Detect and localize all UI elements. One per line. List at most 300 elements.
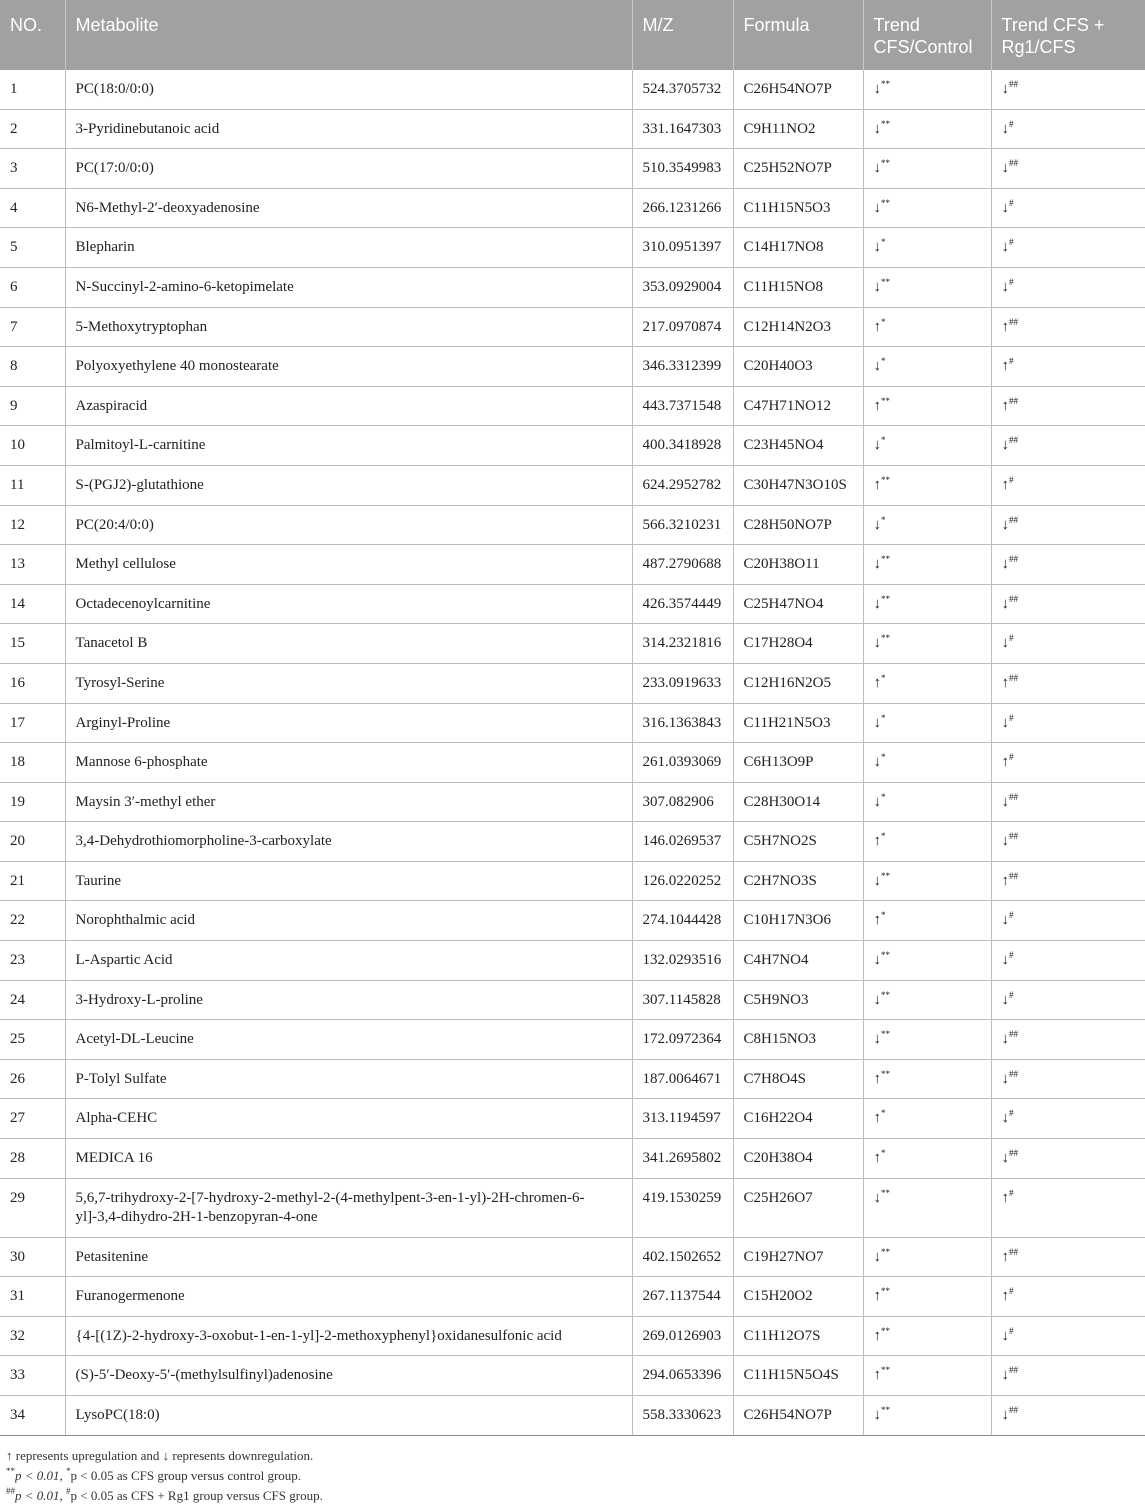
cell-mz: 217.0970874 [632, 307, 733, 347]
table-body [0, 70, 1145, 1435]
cell-metabolite: Tyrosyl-Serine [65, 663, 632, 703]
cell-trend-rg1-cfs [991, 1139, 1145, 1179]
footnotes [0, 1436, 1145, 1506]
significance-mark: ## [1009, 435, 1018, 446]
significance-mark: ## [1009, 1365, 1018, 1376]
table-row [0, 822, 1145, 862]
significance-mark: ** [881, 1187, 890, 1198]
cell-formula: C11H12O7S [733, 1316, 863, 1356]
significance-mark: ** [881, 1068, 890, 1079]
significance-mark: ** [881, 554, 890, 565]
trend-arrow: ↑ [1001, 318, 1009, 335]
significance-mark: ** [881, 950, 890, 961]
trend-arrow: ↓ [873, 952, 881, 969]
table-row [0, 109, 1145, 149]
trend-arrow: ↓ [873, 120, 881, 137]
cell-trend-cfs-control [863, 782, 991, 822]
trend-arrow: ↓ [873, 635, 881, 652]
cell-mz: 316.1363843 [632, 703, 733, 743]
cell-formula: C11H15N5O3 [733, 188, 863, 228]
cell-no: 6 [0, 267, 65, 307]
cell-metabolite: S-(PGJ2)-glutathione [65, 465, 632, 505]
cell-formula: C8H15NO3 [733, 1020, 863, 1060]
cell-formula: C26H54NO7P [733, 1396, 863, 1436]
trend-arrow: ↓ [1001, 278, 1009, 295]
table-row [0, 861, 1145, 901]
significance-mark: ** [881, 989, 890, 1000]
cell-no: 21 [0, 861, 65, 901]
cell-mz: 402.1502652 [632, 1237, 733, 1277]
cell-formula: C19H27NO7 [733, 1237, 863, 1277]
significance-mark: ** [881, 395, 890, 406]
cell-trend-cfs-control [863, 980, 991, 1020]
significance-mark: # [1009, 1108, 1014, 1119]
footnote-text: p < 0.05 as CFS + Rg1 group versus CFS group. [70, 1487, 323, 1503]
trend-arrow: ↓ [873, 278, 881, 295]
cell-trend-cfs-control [863, 1178, 991, 1237]
trend-arrow: ↓ [1001, 120, 1009, 137]
significance-mark: ** [881, 1286, 890, 1297]
table-row [0, 901, 1145, 941]
cell-mz: 146.0269537 [632, 822, 733, 862]
cell-trend-cfs-control [863, 663, 991, 703]
cell-metabolite: 5,6,7-trihydroxy-2-[7-hydroxy-2-methyl-2-(4-methylpent-3-en-1-yl)-2H-chromen-6-yl]-3,4-dihydro-2H-1-benzopyran-4-one [65, 1178, 632, 1237]
table-row [0, 624, 1145, 664]
cell-trend-rg1-cfs [991, 1396, 1145, 1436]
cell-mz: 126.0220252 [632, 861, 733, 901]
trend-arrow: ↓ [1001, 714, 1009, 731]
significance-mark: ## [1009, 791, 1018, 802]
cell-trend-cfs-control [863, 386, 991, 426]
significance-mark: ** [881, 1325, 890, 1336]
cell-no: 34 [0, 1396, 65, 1436]
cell-metabolite: MEDICA 16 [65, 1139, 632, 1179]
cell-formula: C10H17N3O6 [733, 901, 863, 941]
cell-no: 27 [0, 1099, 65, 1139]
trend-arrow: ↓ [1001, 1070, 1009, 1087]
trend-arrow: ↓ [1001, 556, 1009, 573]
header-trend-rg1-cfs: Trend CFS + Rg1/CFS [991, 0, 1145, 70]
table-row [0, 188, 1145, 228]
cell-metabolite: N-Succinyl-2-amino-6-ketopimelate [65, 267, 632, 307]
cell-mz: 400.3418928 [632, 426, 733, 466]
significance-mark: * [881, 712, 886, 723]
trend-arrow: ↓ [1001, 160, 1009, 177]
cell-mz: 443.7371548 [632, 386, 733, 426]
cell-trend-rg1-cfs [991, 386, 1145, 426]
significance-mark: ** [881, 1029, 890, 1040]
cell-mz: 487.2790688 [632, 545, 733, 585]
significance-mark: ## [1009, 831, 1018, 842]
cell-trend-rg1-cfs [991, 703, 1145, 743]
trend-arrow: ↓ [1001, 1407, 1009, 1423]
table-row [0, 1277, 1145, 1317]
cell-trend-rg1-cfs [991, 1059, 1145, 1099]
cell-no: 20 [0, 822, 65, 862]
cell-mz: 558.3330623 [632, 1396, 733, 1436]
cell-no: 11 [0, 465, 65, 505]
cell-trend-rg1-cfs [991, 941, 1145, 981]
cell-formula: C30H47N3O10S [733, 465, 863, 505]
cell-mz: 353.0929004 [632, 267, 733, 307]
table-row [0, 663, 1145, 703]
cell-trend-rg1-cfs [991, 505, 1145, 545]
cell-metabolite: Mannose 6-phosphate [65, 743, 632, 783]
table-row [0, 1316, 1145, 1356]
trend-arrow: ↓ [873, 239, 881, 256]
cell-trend-rg1-cfs [991, 663, 1145, 703]
table-row [0, 386, 1145, 426]
cell-formula: C4H7NO4 [733, 941, 863, 981]
cell-formula: C14H17NO8 [733, 228, 863, 268]
table-row [0, 545, 1145, 585]
trend-arrow: ↑ [1001, 476, 1009, 493]
significance-mark: # [1009, 989, 1014, 1000]
cell-trend-cfs-control [863, 743, 991, 783]
cell-trend-rg1-cfs [991, 624, 1145, 664]
cell-trend-rg1-cfs [991, 149, 1145, 189]
cell-mz: 132.0293516 [632, 941, 733, 981]
cell-formula: C23H45NO4 [733, 426, 863, 466]
cell-trend-cfs-control [863, 1277, 991, 1317]
cell-mz: 269.0126903 [632, 1316, 733, 1356]
significance-mark: ** [881, 870, 890, 881]
significance-mark: ** [881, 593, 890, 604]
footnote-sup: * [66, 1465, 71, 1476]
header-no: NO. [0, 0, 65, 70]
cell-no: 13 [0, 545, 65, 585]
significance-mark: ** [881, 79, 890, 89]
significance-mark: * [881, 831, 886, 842]
significance-mark: ## [1009, 1405, 1018, 1415]
cell-mz: 294.0653396 [632, 1356, 733, 1396]
significance-mark: ## [1009, 79, 1018, 89]
table-row [0, 307, 1145, 347]
significance-mark: ** [881, 276, 890, 287]
significance-mark: ** [881, 118, 890, 129]
significance-mark: # [1009, 752, 1014, 763]
significance-mark: # [1009, 1325, 1014, 1336]
cell-metabolite: Maysin 3′-methyl ether [65, 782, 632, 822]
trend-arrow: ↑ [1001, 1288, 1009, 1305]
header-trend-cfs-control: Trend CFS/Control [863, 0, 991, 70]
cell-mz: 233.0919633 [632, 663, 733, 703]
cell-metabolite: Methyl cellulose [65, 545, 632, 585]
significance-mark: * [881, 514, 886, 525]
cell-metabolite: 5-Methoxytryptophan [65, 307, 632, 347]
cell-trend-rg1-cfs [991, 426, 1145, 466]
cell-trend-cfs-control [863, 465, 991, 505]
cell-no: 9 [0, 386, 65, 426]
cell-no: 12 [0, 505, 65, 545]
cell-formula: C47H71NO12 [733, 386, 863, 426]
table-row [0, 1178, 1145, 1237]
cell-metabolite: PC(17:0/0:0) [65, 149, 632, 189]
cell-metabolite: LysoPC(18:0) [65, 1396, 632, 1436]
cell-trend-rg1-cfs [991, 980, 1145, 1020]
trend-arrow: ↓ [1001, 199, 1009, 216]
significance-mark: * [881, 435, 886, 446]
cell-mz: 266.1231266 [632, 188, 733, 228]
cell-trend-rg1-cfs [991, 188, 1145, 228]
significance-mark: ## [1009, 870, 1018, 881]
trend-arrow: ↑ [873, 397, 881, 414]
cell-metabolite: Octadecenoylcarnitine [65, 584, 632, 624]
cell-no: 17 [0, 703, 65, 743]
trend-arrow: ↓ [1001, 991, 1009, 1008]
cell-formula: C20H38O11 [733, 545, 863, 585]
footnote-text: p < 0.01, [15, 1487, 67, 1503]
significance-mark: * [881, 1108, 886, 1119]
table-row [0, 1099, 1145, 1139]
trend-arrow: ↑ [873, 476, 881, 493]
table-row [0, 1059, 1145, 1099]
trend-arrow: ↓ [1001, 81, 1009, 97]
footnote-legend [6, 1446, 1139, 1466]
cell-trend-cfs-control [863, 426, 991, 466]
table-row [0, 267, 1145, 307]
trend-arrow: ↓ [873, 1031, 881, 1048]
cell-formula: C25H52NO7P [733, 149, 863, 189]
significance-mark: ** [881, 1365, 890, 1376]
cell-formula: C20H40O3 [733, 347, 863, 387]
cell-mz: 346.3312399 [632, 347, 733, 387]
trend-arrow: ↓ [873, 1407, 881, 1423]
trend-arrow: ↓ [1001, 437, 1009, 454]
cell-metabolite: P-Tolyl Sulfate [65, 1059, 632, 1099]
trend-arrow: ↓ [873, 81, 881, 97]
cell-mz: 307.082906 [632, 782, 733, 822]
cell-metabolite: (S)-5′-Deoxy-5′-(methylsulfinyl)adenosine [65, 1356, 632, 1396]
table-row [0, 941, 1145, 981]
trend-arrow: ↓ [1001, 833, 1009, 850]
table-row [0, 426, 1145, 466]
cell-no: 24 [0, 980, 65, 1020]
trend-arrow: ↓ [1001, 516, 1009, 533]
trend-arrow: ↑ [873, 912, 881, 929]
trend-arrow: ↓ [873, 991, 881, 1008]
cell-trend-rg1-cfs [991, 1178, 1145, 1237]
trend-arrow: ↓ [1001, 793, 1009, 810]
trend-arrow: ↑ [1001, 754, 1009, 771]
trend-arrow: ↑ [873, 1110, 881, 1127]
trend-arrow: ↓ [873, 199, 881, 216]
cell-mz: 274.1044428 [632, 901, 733, 941]
cell-trend-rg1-cfs [991, 307, 1145, 347]
significance-mark: ## [1009, 554, 1018, 565]
trend-arrow: ↓ [873, 556, 881, 573]
significance-mark: # [1009, 474, 1014, 485]
cell-trend-rg1-cfs [991, 267, 1145, 307]
table-row [0, 1396, 1145, 1436]
significance-mark: ** [881, 1246, 890, 1257]
trend-arrow: ↑ [873, 1150, 881, 1167]
cell-formula: C5H7NO2S [733, 822, 863, 862]
cell-mz: 510.3549983 [632, 149, 733, 189]
table-row [0, 347, 1145, 387]
cell-metabolite: 3-Hydroxy-L-proline [65, 980, 632, 1020]
cell-no: 2 [0, 109, 65, 149]
footnote-text: p < 0.01, [15, 1467, 67, 1483]
cell-no: 16 [0, 663, 65, 703]
table-row [0, 149, 1145, 189]
cell-formula: C11H15N5O4S [733, 1356, 863, 1396]
cell-trend-cfs-control [863, 901, 991, 941]
trend-arrow: ↓ [873, 516, 881, 533]
trend-arrow: ↓ [873, 595, 881, 612]
cell-no: 7 [0, 307, 65, 347]
cell-trend-cfs-control [863, 941, 991, 981]
cell-metabolite: 3,4-Dehydrothiomorpholine-3-carboxylate [65, 822, 632, 862]
cell-trend-rg1-cfs [991, 228, 1145, 268]
significance-mark: # [1009, 910, 1014, 921]
table-row [0, 228, 1145, 268]
cell-trend-rg1-cfs [991, 1356, 1145, 1396]
significance-mark: * [881, 752, 886, 763]
cell-mz: 341.2695802 [632, 1139, 733, 1179]
cell-trend-rg1-cfs [991, 743, 1145, 783]
cell-trend-rg1-cfs [991, 1099, 1145, 1139]
cell-formula: C11H21N5O3 [733, 703, 863, 743]
cell-trend-cfs-control [863, 1237, 991, 1277]
cell-formula: C25H47NO4 [733, 584, 863, 624]
cell-trend-cfs-control [863, 109, 991, 149]
significance-mark: * [881, 791, 886, 802]
trend-arrow: ↓ [873, 437, 881, 454]
cell-mz: 313.1194597 [632, 1099, 733, 1139]
cell-formula: C16H22O4 [733, 1099, 863, 1139]
cell-trend-cfs-control [863, 584, 991, 624]
significance-mark: # [1009, 237, 1014, 248]
trend-arrow: ↑ [873, 1367, 881, 1384]
cell-trend-cfs-control [863, 1139, 991, 1179]
cell-trend-rg1-cfs [991, 1277, 1145, 1317]
cell-metabolite: Arginyl-Proline [65, 703, 632, 743]
trend-arrow: ↓ [873, 358, 881, 375]
cell-trend-rg1-cfs [991, 347, 1145, 387]
cell-trend-cfs-control [863, 1099, 991, 1139]
cell-formula: C2H7NO3S [733, 861, 863, 901]
footnote-sup: ## [6, 1485, 15, 1496]
trend-arrow: ↑ [873, 1327, 881, 1344]
significance-mark: # [1009, 356, 1014, 367]
cell-metabolite: Blepharin [65, 228, 632, 268]
table-row [0, 1237, 1145, 1277]
cell-trend-cfs-control [863, 822, 991, 862]
cell-mz: 419.1530259 [632, 1178, 733, 1237]
cell-no: 10 [0, 426, 65, 466]
significance-mark: ## [1009, 1148, 1018, 1159]
trend-arrow: ↑ [873, 1070, 881, 1087]
trend-arrow: ↓ [1001, 1031, 1009, 1048]
cell-no: 25 [0, 1020, 65, 1060]
cell-no: 31 [0, 1277, 65, 1317]
significance-mark: ** [881, 474, 890, 485]
cell-trend-rg1-cfs [991, 584, 1145, 624]
significance-mark: * [881, 672, 886, 683]
cell-trend-cfs-control [863, 1316, 991, 1356]
cell-no: 28 [0, 1139, 65, 1179]
trend-arrow: ↓ [1001, 952, 1009, 969]
cell-formula: C12H14N2O3 [733, 307, 863, 347]
footnote-sup: # [66, 1485, 71, 1496]
trend-arrow: ↓ [873, 1189, 881, 1206]
header-metabolite: Metabolite [65, 0, 632, 70]
table-row [0, 743, 1145, 783]
cell-formula: C26H54NO7P [733, 70, 863, 109]
cell-metabolite: Tanacetol B [65, 624, 632, 664]
cell-metabolite: L-Aspartic Acid [65, 941, 632, 981]
table-row [0, 782, 1145, 822]
cell-no: 15 [0, 624, 65, 664]
table-row [0, 1020, 1145, 1060]
cell-no: 1 [0, 70, 65, 109]
cell-metabolite: Petasitenine [65, 1237, 632, 1277]
cell-formula: C12H16N2O5 [733, 663, 863, 703]
cell-metabolite: {4-[(1Z)-2-hydroxy-3-oxobut-1-en-1-yl]-2-methoxyphenyl}oxidanesulfonic acid [65, 1316, 632, 1356]
cell-trend-cfs-control [863, 545, 991, 585]
cell-trend-cfs-control [863, 1059, 991, 1099]
trend-arrow: ↓ [1001, 635, 1009, 652]
significance-mark: * [881, 316, 886, 327]
significance-mark: * [881, 356, 886, 367]
cell-trend-rg1-cfs [991, 545, 1145, 585]
cell-metabolite: PC(20:4/0:0) [65, 505, 632, 545]
cell-trend-rg1-cfs [991, 901, 1145, 941]
cell-formula: C5H9NO3 [733, 980, 863, 1020]
cell-trend-rg1-cfs [991, 822, 1145, 862]
cell-trend-cfs-control [863, 70, 991, 109]
cell-mz: 187.0064671 [632, 1059, 733, 1099]
significance-mark: ## [1009, 593, 1018, 604]
footnote-cfs-control [6, 1466, 1139, 1486]
table-row [0, 980, 1145, 1020]
cell-trend-cfs-control [863, 149, 991, 189]
significance-mark: * [881, 1148, 886, 1159]
trend-arrow: ↓ [873, 872, 881, 889]
significance-mark: ## [1009, 514, 1018, 525]
cell-no: 30 [0, 1237, 65, 1277]
trend-arrow: ↓ [873, 714, 881, 731]
cell-mz: 267.1137544 [632, 1277, 733, 1317]
trend-arrow: ↑ [1001, 674, 1009, 691]
trend-arrow: ↑ [1001, 397, 1009, 414]
cell-metabolite: Acetyl-DL-Leucine [65, 1020, 632, 1060]
cell-trend-cfs-control [863, 307, 991, 347]
trend-arrow: ↓ [873, 754, 881, 771]
cell-no: 22 [0, 901, 65, 941]
significance-mark: # [1009, 197, 1014, 208]
significance-mark: # [1009, 950, 1014, 961]
significance-mark: # [1009, 712, 1014, 723]
cell-metabolite: Azaspiracid [65, 386, 632, 426]
trend-arrow: ↑ [1001, 1248, 1009, 1265]
cell-metabolite: Furanogermenone [65, 1277, 632, 1317]
significance-mark: # [1009, 1187, 1014, 1198]
cell-no: 32 [0, 1316, 65, 1356]
cell-no: 18 [0, 743, 65, 783]
cell-formula: C9H11NO2 [733, 109, 863, 149]
trend-arrow: ↑ [873, 833, 881, 850]
cell-no: 3 [0, 149, 65, 189]
significance-mark: * [881, 237, 886, 248]
cell-metabolite: 3-Pyridinebutanoic acid [65, 109, 632, 149]
cell-trend-cfs-control [863, 188, 991, 228]
cell-metabolite: Polyoxyethylene 40 monostearate [65, 347, 632, 387]
trend-arrow: ↓ [1001, 239, 1009, 256]
significance-mark: ## [1009, 672, 1018, 683]
footnote-rg1-cfs [6, 1486, 1139, 1506]
